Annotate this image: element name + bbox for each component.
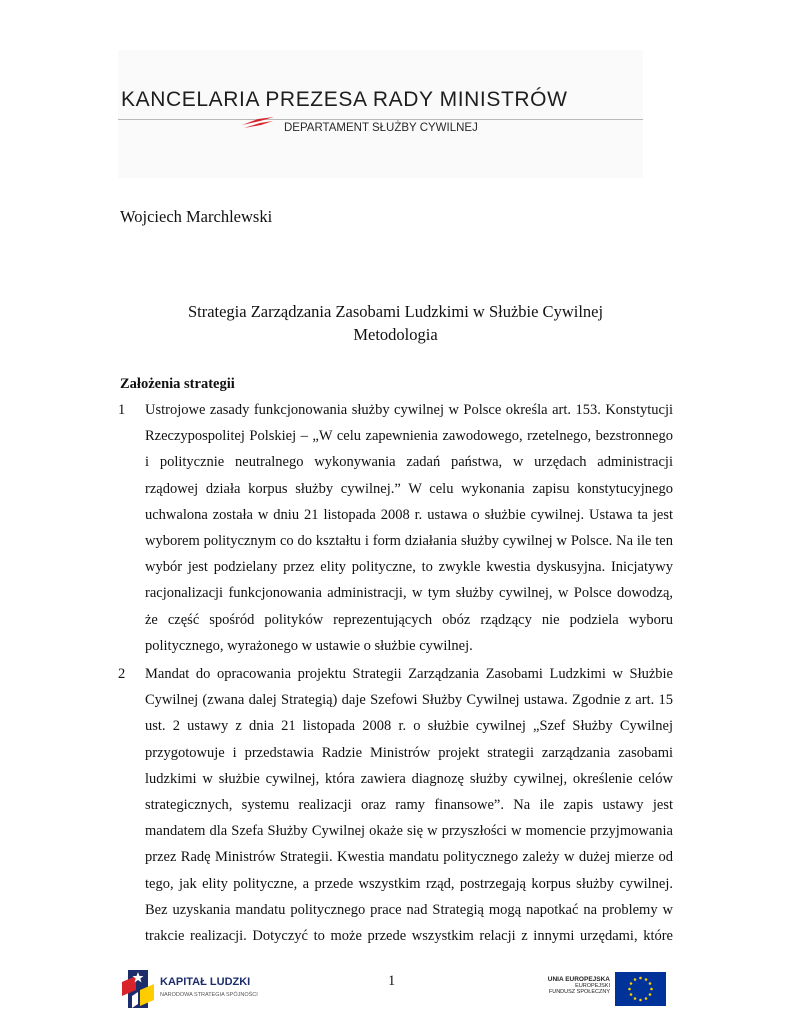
document-subtitle: Metodologia bbox=[353, 325, 438, 344]
document-title: Strategia Zarządzania Zasobami Ludzkimi w Służbie Cywilnej bbox=[187, 302, 604, 321]
text-line: rządowej działa korpus służby cywilnej.” W celu wykonania zapisu konstytucyjnego bbox=[145, 480, 673, 497]
text-line: Bez uzyskania mandatu politycznego prace nad Strategią mogą napotkać na problemy w bbox=[145, 901, 673, 918]
header-title: KANCELARIA PREZESA RADY MINISTRÓW bbox=[121, 88, 568, 111]
text-line: przygotowuje i przedstawia Radzie Ministrów projekt strategii zarządzania zasobami bbox=[145, 744, 673, 761]
header-divider bbox=[118, 119, 643, 120]
eu-logo-line3: FUNDUSZ SPOŁECZNY bbox=[548, 989, 610, 995]
text-line: wyborem politycznym co do kształtu i form działania służby cywilnej w Polsce. Na ile ten bbox=[145, 532, 673, 549]
text-line: i politycznie neutralnego wykonywania zadań państwa, w urzędach administracji bbox=[145, 454, 673, 471]
text-line: Mandat do opracowania projektu Strategii Zarządzania Zasobami Ludzkimi w Służbie bbox=[145, 666, 673, 682]
paragraph-body bbox=[145, 397, 673, 659]
text-line: Rzeczypospolitej Polskiej – „W celu zapewnienia zawodowego, rzetelnego, bezstronnego bbox=[145, 428, 673, 445]
header-department: DEPARTAMENT SŁUŻBY CYWILNEJ bbox=[284, 122, 478, 134]
polish-flag-icon bbox=[240, 116, 276, 130]
kapital-ludzki-logo bbox=[120, 964, 265, 1014]
eu-logo-text bbox=[548, 976, 610, 995]
text-line: mandatem dla Szefa Służby Cywilnej okaże się w przyszłości w momencie przyjmowania bbox=[145, 823, 673, 840]
kapital-ludzki-emblem-icon bbox=[122, 968, 154, 1010]
text-line: ust. 2 ustawy z dnia 21 listopada 2008 r. o służbie cywilnej „Szef Służby Cywilnej bbox=[145, 718, 673, 735]
text-line: trakcie realizacji. Dotyczyć to może przede wszystkim relacji z innymi urzędami, które bbox=[145, 927, 673, 944]
author-name: Wojciech Marchlewski bbox=[120, 207, 273, 226]
text-line: że część spośród polityków reprezentujących obóz rządzący nie podziela wyboru bbox=[145, 611, 673, 628]
text-line: tego, jak elity polityczne, a przede wszystkim rząd, postrzegają korpus służby cywilnej. bbox=[145, 875, 673, 892]
section-heading: Założenia strategii bbox=[120, 376, 235, 392]
text-line: uchwalona została w dniu 21 listopada 2008 r. ustawa o służbie cywilnej. Ustawa ta jest bbox=[145, 506, 673, 523]
eu-logo-line1: UNIA EUROPEJSKA bbox=[547, 976, 610, 983]
text-line: politycznego, wyrażonego w ustawie o służbie cywilnej. bbox=[145, 637, 473, 654]
page-number: 1 bbox=[388, 973, 396, 989]
text-line: wybór jest podzielany przez elity polityczne, to zwykle kwestia dyskusyjna. Inicjatywy bbox=[145, 559, 673, 576]
paragraph-number: 2 bbox=[118, 666, 126, 682]
text-line: przez Radę Ministrów Strategii. Kwestia mandatu politycznego zależy w dużej mierze od bbox=[145, 849, 673, 866]
eu-logo bbox=[536, 970, 666, 1010]
eu-logo-line2: EUROPEJSKI bbox=[575, 983, 610, 989]
paragraph-number: 1 bbox=[118, 402, 126, 418]
header-banner bbox=[118, 50, 643, 178]
paragraph-body bbox=[145, 661, 673, 949]
text-line: racjonalizacji funkcjonowania administracji, w tym służby cywilnej, w Polsce dowodzą, bbox=[145, 585, 673, 602]
kapital-ludzki-subtitle: NARODOWA STRATEGIA SPÓJNOŚCI bbox=[160, 992, 258, 998]
text-line: ludzkimi w służbie cywilnej, która zawiera diagnozę służby cywilnej, określenie celów bbox=[145, 770, 673, 787]
text-line: Ustrojowe zasady funkcjonowania służby cywilnej w Polsce określa art. 153. Konstytucji bbox=[145, 402, 673, 418]
eu-flag-icon bbox=[615, 972, 666, 1006]
kapital-ludzki-name: KAPITAŁ LUDZKI bbox=[160, 976, 251, 988]
text-line: Cywilnej (zwana dalej Strategią) daje Szefowi Służby Cywilnej ustawa. Zgodnie z art. 15 bbox=[145, 692, 673, 709]
text-line: strategicznych, systemu realizacji oraz ramy finansowe”. Na ile zapis ustawy jest bbox=[145, 796, 673, 813]
